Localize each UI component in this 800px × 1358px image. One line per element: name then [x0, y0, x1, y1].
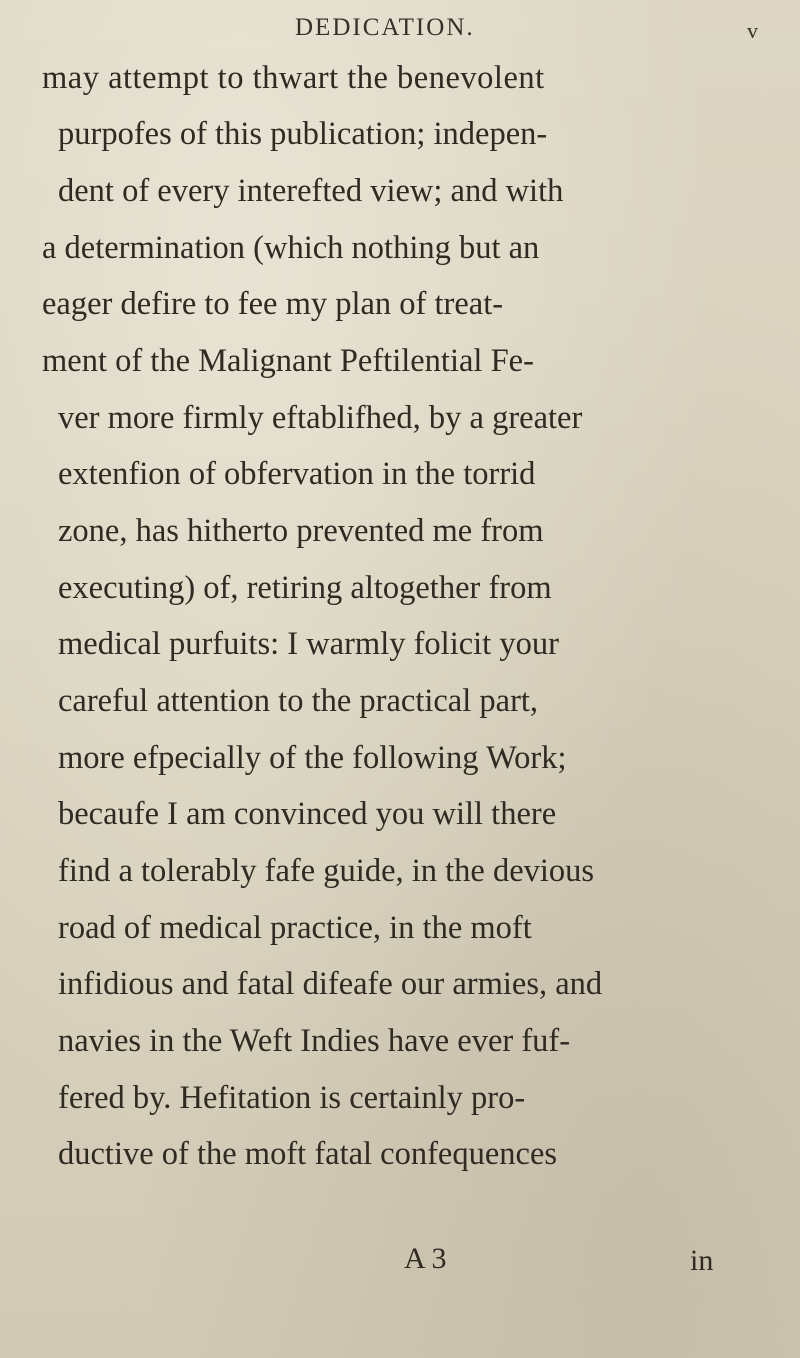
- signature-mark: A 3: [404, 1242, 447, 1275]
- text-line: zone, has hitherto prevented me from: [58, 513, 544, 549]
- text-line: extenfion of obfervation in the torrid: [58, 456, 536, 492]
- text-line: dent of every interefted view; and with: [58, 173, 564, 209]
- text-line: infidious and fatal difeafe our armies, and: [58, 966, 603, 1002]
- text-line: a determination (which nothing but an: [42, 230, 540, 266]
- text-line: may attempt to thwart the benevolent: [42, 60, 545, 96]
- text-line: medical purfuits: I warmly folicit your: [58, 626, 559, 662]
- text-line: careful attention to the practical part,: [58, 683, 539, 719]
- running-head-title: DEDICATION.: [295, 14, 475, 41]
- text-line: eager defire to fee my plan of treat-: [42, 286, 504, 322]
- text-line: find a tolerably fafe guide, in the devious: [58, 853, 595, 889]
- page-footer: [0, 1242, 800, 1282]
- text-line: road of medical practice, in the moft: [58, 910, 532, 946]
- text-line: purpofes of this publication; indepen-: [58, 116, 548, 152]
- text-line: more efpecially of the following Work;: [58, 740, 567, 776]
- text-line: ductive of the moft fatal confequences: [58, 1136, 558, 1172]
- page-number: v: [747, 18, 758, 43]
- text-line: becaufe I am convinced you will there: [58, 796, 557, 832]
- text-line: executing) of, retiring altogether from: [58, 570, 552, 606]
- text-line: ver more firmly eftablifhed, by a greater: [58, 400, 583, 436]
- text-line: navies in the Weft Indies have ever fuf-: [58, 1023, 571, 1059]
- text-line: fered by. Hefitation is certainly pro-: [58, 1080, 526, 1116]
- text-line: ment of the Malignant Peftilential Fe-: [42, 343, 534, 379]
- running-head: [0, 10, 800, 50]
- catchword: in: [690, 1244, 714, 1277]
